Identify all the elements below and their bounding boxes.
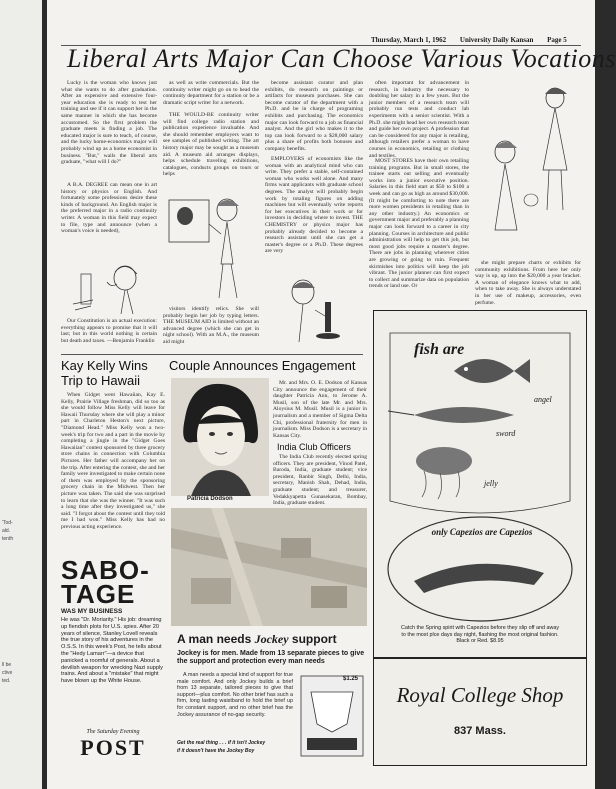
jockey-headline-post: support xyxy=(291,632,337,646)
post-masthead xyxy=(61,729,165,761)
article-column-4b xyxy=(369,158,469,304)
capezio-oval-text: only Capezios are Capezios xyxy=(431,527,533,537)
saturday-evening-post-ad xyxy=(61,556,165,778)
capezio-ad xyxy=(373,310,587,658)
article-column-5 xyxy=(475,260,581,308)
shop-name: Royal College Shop xyxy=(396,683,564,707)
strip-text: 'Tod- xyxy=(2,520,13,526)
article-paragraph: Mr. and Mrs. O. E. Dodson of Kansas City announce the engagement of their daughter Patricia Ann, to Jerome A. Musil, son of the late Mr. and Mrs. Aloysius M. Musil. Musil is a junior in journalism and a member of Sigma Delta Chi, professional fraternity for men in journalism. Miss Dodson is a secretary in Kansas City. xyxy=(273,380,367,439)
article-paragraph: Lucky is the woman who knows just what she wants to do after graduation. After an expensive and extensive four-year education she is ready to test her training and see if it can support her in the same manner in which she has become accustomed. So the first problem the graduate meets is finding a job. The educated major is sure to teach, of course, and the lucky home-economics major will probably wind up as a home economist in business. "But," wails the liberal arts graduate, "what will I do?" xyxy=(61,80,157,166)
article-paragraph: MOST STORES have their own retailing training programs. But in small stores, the trainee starts out selling and eventually works into a junior executive position. Salaries in this field start at $50 to $100 a week and can go as high as around $30,000. (It might be comforting to note there are more women presidents in retailing than in any other industry.) An economics or government major and preferably a planning major can look forward to a career in city planning. Courses in architecture and public administration will help to get this job, but most good jobs require a master's degree. There are jobs in planning wherever cities are growing or going to ruin. Frequent skirmishes into politics will keep the job vibrant. The junior planner can first expect to collect and summarize data on population trends or land use. Or xyxy=(369,158,469,290)
article-paragraph: visitors identify relics. She will probably begin her job by typing letters. THE MUSEUM AID is limited without an advanced degree (which she can get in night school). With an M.A., the museum aid might xyxy=(163,306,259,345)
capezio-ad-artwork xyxy=(374,311,586,657)
article-column-2 xyxy=(163,80,259,110)
patricia-dodson-photo xyxy=(171,378,269,496)
jockey-headline-pre: A man needs xyxy=(177,632,252,646)
article-column-4 xyxy=(369,80,469,159)
jockey-tagline-2: if it doesn't have the Jockey Boy xyxy=(177,748,255,754)
strip-text: ll be xyxy=(2,662,12,668)
royal-college-shop-box xyxy=(373,658,587,766)
sabotage-subtitle: WAS MY BUSINESS xyxy=(61,608,123,615)
kay-kelly-headline: Kay Kelly Wins Trip to Hawaii xyxy=(61,358,148,388)
strip-text: ald. xyxy=(2,528,11,534)
angel-label: angel xyxy=(534,395,552,404)
franklin-quote: Our Constitution is an actual execution: everything appears to promise that it will last; but in this world nothing is certain but death and taxes. —Benjamin Franklin xyxy=(61,318,157,344)
article-paragraph: A man needs a special kind of support for true male comfort. And only Jockey builds a brief from 13 separate, tailored pieces to give that support—plus comfort. No other brief has such a firm, long lasting waistband to hold the brief up for constant support, and no other brief has the Jockey assurance of no-gap security. xyxy=(177,672,293,718)
jelly-label: jelly xyxy=(484,479,498,488)
article-column-2c xyxy=(163,306,259,352)
article-column-3 xyxy=(265,80,363,154)
strip-text: ted. xyxy=(2,678,11,684)
jockey-body xyxy=(177,672,293,736)
quote-block xyxy=(61,318,157,354)
jockey-tagline-1: Get the real thing . . . if it isn't Jockey xyxy=(177,740,266,746)
main-headline: Liberal Arts Major Can Choose Various Vocations xyxy=(67,44,616,73)
telephone-woman-illustration xyxy=(63,258,159,316)
kay-kelly-article xyxy=(61,392,165,552)
article-column-2b xyxy=(163,112,259,192)
strip-text: ctive xyxy=(2,670,13,676)
article-paragraph: become assistant curator and plan exhibits, do research on paintings or artifacts for museum purchases. She can become curator of the department with a Ph.D. and be in charge of programing exhibits and purchasing. The economics major can look forward to a job as financial analyst. And the girl who makes it to the top can look forward to a $28,000 salary plus a share of profits both bonuses and company benefits. xyxy=(265,80,363,152)
adjacent-page-strip xyxy=(0,0,42,789)
sabotage-title: SABO-TAGE xyxy=(61,555,150,609)
aerial-photo xyxy=(171,508,367,626)
article-paragraph: The India Club recently elected spring officers. They are president, Vinod Patel, Baroda, India, graduate student; vice president, Ranbir Singh, Delhi, India, secretary, Manish Shah, Dehad, India, graduate student; and treasurer, Vedakkyapetta Gunasekaran, Bombay, India, graduate student. xyxy=(273,454,367,507)
article-column-3b xyxy=(265,156,363,270)
capezio-caption: Catch the Spring spirit with Capezios before they slip off and away to the most plce days day night, flashing the most original fashion. Black or Red. $8.95 xyxy=(400,625,560,645)
jockey-price: $1.25 xyxy=(343,676,359,682)
fish-are-text: fish are xyxy=(414,341,465,358)
section-rule xyxy=(61,354,363,355)
india-club-headline: India Club Officers xyxy=(277,442,351,452)
article-paragraph: When Gidget went Hawaiian, Kay E. Kelly, Prairie Village freshman, did so too as she would follow Miss Kelly will leave for Hawaii Thursday where she will play a minor part in Charleton Heston's next picture, "Diamond Head." Miss Kelly won a two-week's trip for two and a part in the movie by completing a jingle in the "Gidget Goes Hawaiian" contest sponsored by three grocery store chains in connection with Columbia Pictures. Her father will accompany her on the trip. After entering the contest, she and her family were investigated to make certain none of them was employed by the sponsoring grocery chain in the Midwest. Then her picture was taken. The said she was surprised to learn that she was the winner. "It was such a long time after they investigated us," she said. "I forgot about the contest until they told me I had won." Miss Kelly has had no previous acting experience. xyxy=(61,392,165,530)
header-date: Thursday, March 1, 1962 xyxy=(371,36,447,44)
fashion-women-illustration xyxy=(475,80,587,258)
article-column-1 xyxy=(61,80,157,180)
article-paragraph: EMPLOYERS of economists like the woman with an analytical mind who can write. They prefer a stable, self-contained woman who works well alone. And many firms want applicants with graduate school degrees. The analyst will probably begin work by totaling figures on adding machines but will eventually write reports for her executives in their work or for investors in deciding where to invest. THE CHEMISTRY or physics major has probably already decided to become a research assistant until she can get a master's degree or a Ph.D. These degrees are very xyxy=(265,156,363,255)
header-page-number: Page 5 xyxy=(547,36,567,44)
microscope-woman-illustration xyxy=(267,272,363,352)
shop-address: 837 Mass. xyxy=(454,725,506,737)
post-masthead-small: The Saturday Evening xyxy=(86,729,140,735)
engagement-article xyxy=(273,380,367,440)
strip-text: tenth xyxy=(2,536,14,542)
article-paragraph: often important for advancement in research, in industry the necessary to doubling her salary in a few years. But the junior members of a research team will probably run tests and conduct lab experiments with a senior scientist. With a Ph.D. she might head her own research team and guide her own project. A profession that can be considered for any major is retailing, although retailers prefer a woman to have courses in economics, retailing or clothing and textiles. xyxy=(369,80,469,159)
newspaper-page xyxy=(47,0,616,789)
engagement-headline: Couple Announces Engagement xyxy=(169,358,356,373)
article-paragraph: A B.A. DEGREE can mean one in art history or physics or English. And fortunately some professions desire these kinds of background. An English major is the preferred major in a radio continuity writer. A woman in this field may expect to file, type and announce (when a woman's voice is needed), xyxy=(61,182,157,235)
article-paragraph: as well as write commercials. But the continuity writer might go on to head the continuity department for a station or be a dramatic script writer for a network. xyxy=(163,80,259,106)
post-logo: POST xyxy=(80,735,146,760)
artist-woman-illustration xyxy=(165,194,259,306)
jockey-brand: Jockey xyxy=(254,632,289,646)
photo-caption: Patricia Dodson xyxy=(187,496,233,502)
article-paragraph: she might prepare charts or exhibits for community exhibitions. From here her only way is up, up into the $20,000 a year bracket. A woman of elegance knows what to add, when to take away. She is always understated in her use of makeup, accessories, even perfume. xyxy=(475,260,581,306)
article-paragraph: THE WOULD-BE continuity writer will find college radio station and publication experience invaluable. And she should remember employers want to see samples of published writing. The art history major may be sought as a museum aid. A museum aid arranges displays, helps schedule traveling exhibitions, catalogues, conducts groups on tours or helps xyxy=(163,112,259,178)
india-club-article xyxy=(273,454,367,507)
sword-label: sword xyxy=(496,429,516,438)
jockey-headline xyxy=(177,632,337,647)
jockey-brief-package-illustration xyxy=(297,672,367,760)
page-header xyxy=(371,36,579,44)
article-column-1b xyxy=(61,182,157,256)
sabotage-body: He was "Dr. Moriarity." His job: dreaming up fiendish plots for U.S. spies. After 20 years of silence, Stanley Lovell reveals the true story of his adventures in the O.S.S. In this week's Post, he tells about the "Hedy Lamarr"—a device that panicked a roomful of generals. About a devilish weapon for wrecking Nazi supply trains. And about a "mistake" that might have blown up the White House. xyxy=(61,617,163,685)
jockey-subhead: Jockey is for men. Made from 13 separate pieces to give the support and protection every man needs xyxy=(177,650,365,665)
header-paper: University Daily Kansan xyxy=(459,36,534,44)
